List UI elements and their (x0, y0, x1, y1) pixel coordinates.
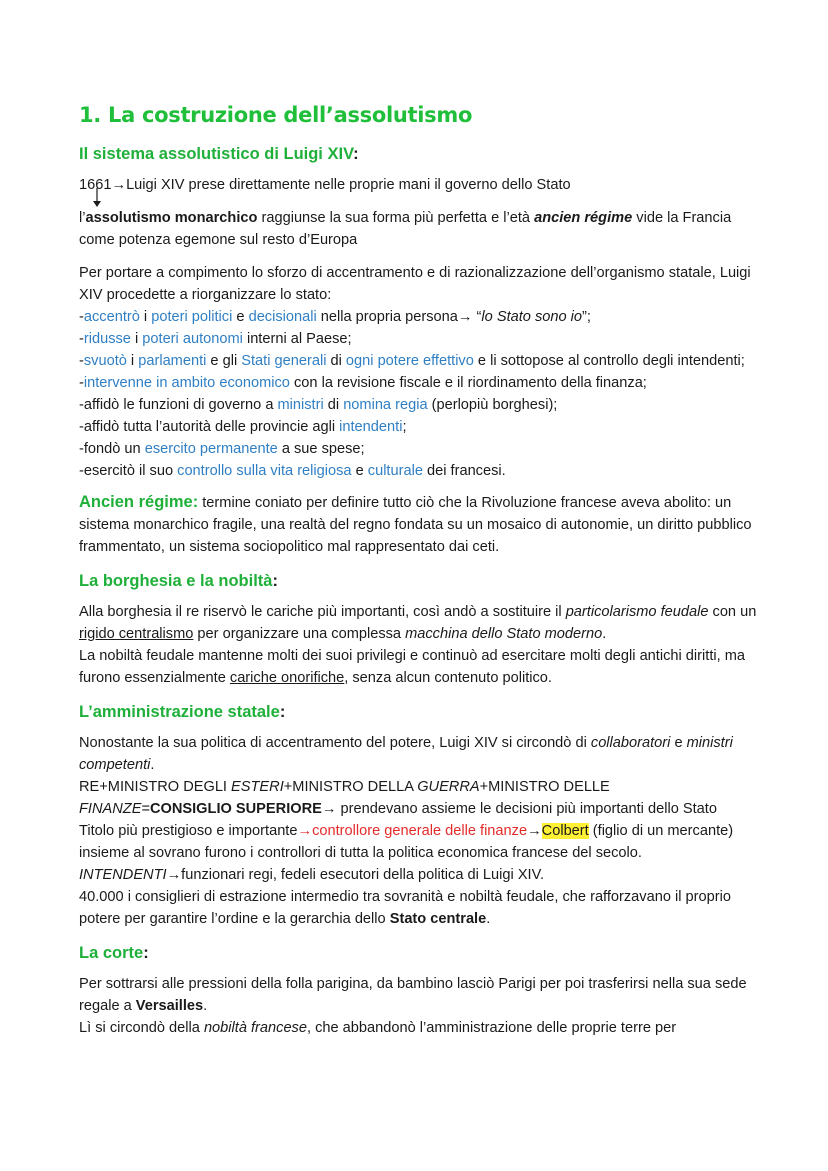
right-arrow-icon: → (321, 801, 337, 817)
section-heading-borghesia: La borghesia e la nobiltà: (79, 572, 278, 590)
list-item: -affidò le funzioni di governo a ministri di nomina regia (perlopiù borghesi); (79, 397, 558, 413)
section-heading-sistema: Il sistema assolutistico di Luigi XIV: (79, 145, 359, 163)
section-heading-amministrazione: L’amministrazione statale: (79, 703, 286, 721)
right-arrow-icon: → (457, 309, 473, 325)
document-page (79, 100, 759, 1039)
right-arrow-icon: → (527, 823, 542, 839)
down-arrow-icon (92, 188, 102, 208)
corte-text: Per sottrarsi alle pressioni della folla parigina, da bambino lasciò Parigi per poi trasferirsi nella sua sede regale a Versailles. Lì si circondò della nobiltà francese, che abbandonò l’amministrazione delle proprie terre per (79, 976, 747, 1036)
right-arrow-icon: → (297, 823, 313, 839)
reform-list (79, 262, 759, 482)
amministrazione-text: Nonostante la sua politica di accentramento del potere, Luigi XIV si circondò di collaboratori e ministri competenti. RE+MINISTRO DEGLI ESTERI+MINISTRO DELLA GUERRA+MINISTRO DELLE FINANZE=CONSIGLIO SUPERIORE→ prendevano assieme le decisioni più importanti dello Stato Titolo più prestigioso e importante→controllore generale delle finanze→Colbert (figlio di un mercante) insieme al sovrano furono i controllori di tutta la politica economica francese del secolo. INTENDENTI→funzionari regi, fedeli esecutori della politica di Luigi XIV. 40.000 i consiglieri di estrazione intermedio tra sovranità e nobiltà feudale, che rafforzavano il proprio potere per garantire l’ordine e la gerarchia dello Stato centrale. (79, 735, 734, 927)
section-heading-corte: La corte: (79, 944, 149, 962)
list-item: -fondò un esercito permanente a sue spese; (79, 441, 365, 457)
right-arrow-icon: → (111, 177, 127, 193)
list-item: -intervenne in ambito economico con la revisione fiscale e il riordinamento della finanza; (79, 375, 647, 391)
right-arrow-icon: → (166, 867, 182, 883)
page-title: 1. La costruzione dell’assolutismo (79, 103, 473, 127)
list-item: -ridusse i poteri autonomi interni al Paese; (79, 331, 352, 347)
list-item: -esercitò il suo controllo sulla vita religiosa e culturale dei francesi. (79, 463, 506, 479)
ancien-regime-definition: Ancien régime: termine coniato per definire tutto ciò che la Rivoluzione francese aveva abolito: un sistema monarchico fragile, una realtà del regno fondata su un mosaico di autonomie, un diritto pubblico frammentato, un sistema sociopolitico mal rappresentato dai ceti. (79, 493, 752, 555)
reform-intro: Per portare a compimento lo sforzo di accentramento e di razionalizzazione dell’organismo statale, Luigi XIV procedette a riorganizzare lo stato: (79, 265, 751, 303)
paragraph-assolutismo: l’assolutismo monarchico raggiunse la sua forma più perfetta e l’età ancien régime vide la Francia come potenza egemone sul resto d’Europa (79, 210, 732, 248)
list-item: -accentrò i poteri politici e decisionali nella propria persona→ “lo Stato sono io”; (79, 309, 591, 325)
list-item: -svuotò i parlamenti e gli Stati generali di ogni potere effettivo e li sottopose al controllo degli intendenti; (79, 353, 745, 369)
highlight-colbert: Colbert (541, 823, 589, 839)
borghesia-text: Alla borghesia il re riservò le cariche più importanti, così andò a sostituire il particolarismo feudale con un rigido centralismo per organizzare una complessa macchina dello Stato moderno. La nobiltà feudale mantenne molti dei suoi privilegi e continuò ad esercitare molti degli antichi diritti, ma furono essenzialmente cariche onorifiche, senza alcun contenuto politico. (79, 604, 757, 686)
paragraph-1661: 1661→Luigi XIV prese direttamente nelle proprie mani il governo dello Stato (79, 174, 759, 196)
list-item: -affidò tutta l’autorità delle provincie agli intendenti; (79, 419, 407, 435)
ancien-regime-term: Ancien régime: (79, 493, 199, 511)
